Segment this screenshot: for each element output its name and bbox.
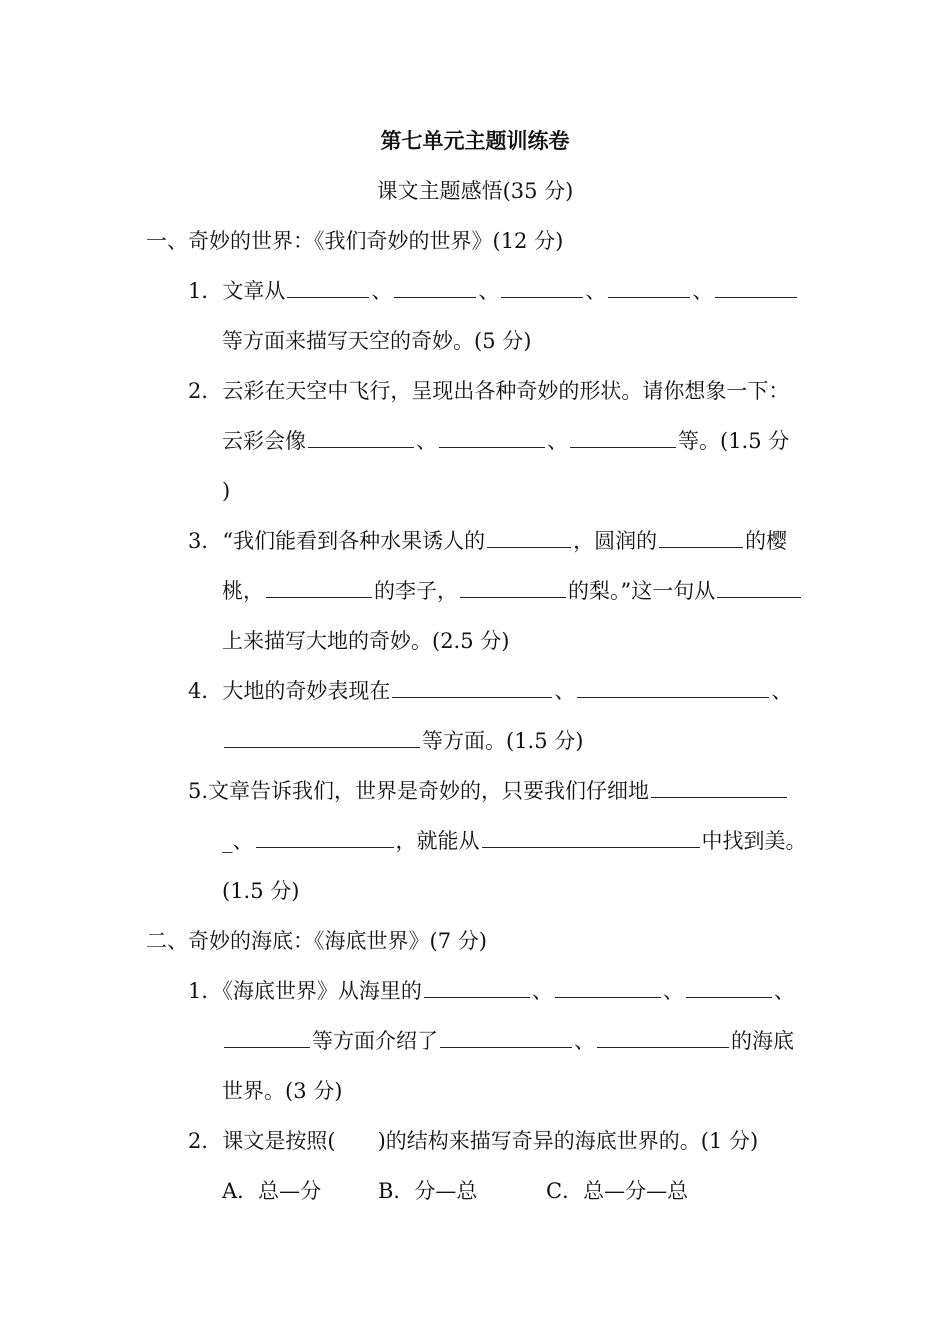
- s1-q4-line1: [188, 676, 792, 706]
- answer-blank[interactable]: [439, 427, 545, 448]
- separator: 、: [574, 1029, 595, 1053]
- answer-blank[interactable]: [392, 677, 552, 698]
- s1-q2-line2: [222, 426, 789, 456]
- question-number: 5.: [188, 779, 209, 803]
- page-subtitle: 课文主题感悟(35 分): [376, 179, 574, 203]
- question-text: 《海底世界》从海里的: [222, 979, 422, 1003]
- question-text: 桃，: [222, 579, 264, 603]
- s1-q5-line2: [222, 826, 807, 856]
- answer-blank[interactable]: [460, 577, 566, 598]
- answer-blank[interactable]: [597, 1027, 729, 1048]
- s2-q2-line1: [188, 1126, 758, 1156]
- question-number: 4．: [188, 679, 223, 703]
- s1-q1-line1: [188, 276, 799, 306]
- question-number: 2．: [188, 1129, 223, 1153]
- answer-blank[interactable]: [394, 277, 476, 298]
- question-text: 云彩在天空中飞行，呈现出各种奇妙的形状。请你想象一下：: [222, 379, 790, 403]
- answer-blank[interactable]: [570, 427, 676, 448]
- question-text: 的樱: [745, 529, 788, 553]
- separator: 、: [547, 429, 568, 453]
- separator: 、: [692, 279, 714, 303]
- answer-blank[interactable]: [686, 977, 772, 998]
- s1-q2-line3: ): [222, 479, 231, 503]
- question-number: 1．: [188, 279, 223, 303]
- s2-q1-line1: [188, 976, 795, 1006]
- s2-q1-line2: [222, 1026, 794, 1056]
- question-text: 中找到美。: [701, 829, 807, 853]
- question-text: 文章告诉我们，世界是奇妙的，只要我们仔细地: [208, 779, 650, 803]
- question-text: ，圆润的: [573, 529, 658, 553]
- s1-q3-line2: [222, 576, 803, 606]
- s1-q4-line2: [222, 726, 583, 756]
- answer-blank[interactable]: [482, 827, 700, 848]
- answer-blank[interactable]: [256, 827, 394, 848]
- answer-blank[interactable]: [308, 427, 414, 448]
- answer-blank[interactable]: [224, 727, 420, 748]
- answer-blank[interactable]: [501, 277, 583, 298]
- question-text: 大地的奇妙表现在: [222, 679, 391, 703]
- question-text: 的海底: [731, 1029, 794, 1053]
- separator: 、: [585, 279, 607, 303]
- question-text: “我们能看到各种水果诱人的: [222, 529, 486, 553]
- answer-blank[interactable]: [424, 977, 530, 998]
- question-text: 等方面。(1.5 分): [422, 729, 584, 753]
- answer-blank[interactable]: [715, 277, 797, 298]
- question-text: 云彩会像: [222, 429, 306, 453]
- separator: 、: [771, 679, 793, 703]
- option-c[interactable]: C．总—分—总: [546, 1179, 689, 1203]
- question-text: 的梨。”这一句从: [568, 579, 716, 603]
- question-number: 2．: [188, 379, 223, 403]
- separator: 、: [371, 279, 393, 303]
- question-text: ，就能从: [395, 829, 480, 853]
- section1-heading: 一、奇妙的世界：《我们奇妙的世界》(12 分): [146, 229, 564, 253]
- answer-blank[interactable]: [577, 677, 769, 698]
- answer-blank[interactable]: [555, 977, 661, 998]
- answer-blank[interactable]: [224, 1027, 310, 1048]
- s1-q2-line1: [188, 376, 789, 406]
- question-text: 课文是按照( )的结构来描写奇异的海底世界的。(1 分): [222, 1129, 759, 1153]
- separator: 、: [662, 979, 684, 1003]
- section2-heading: 二、奇妙的海底：《海底世界》(7 分): [146, 929, 487, 953]
- page-title: 第七单元主题训练卷: [380, 129, 570, 153]
- answer-blank[interactable]: [717, 577, 801, 598]
- s1-q3-line3: 上来描写大地的奇妙。(2.5 分): [222, 629, 510, 653]
- s1-q5-line1: [188, 776, 789, 806]
- separator: 、: [554, 679, 576, 703]
- s1-q5-line3: (1.5 分): [222, 879, 300, 903]
- question-text: 的李子，: [374, 579, 458, 603]
- question-text: 等。(1.5 分: [678, 429, 790, 453]
- s2-q2-options: [222, 1176, 688, 1206]
- question-text: 等方面介绍了: [312, 1029, 438, 1053]
- s1-q1-line2: 等方面来描写天空的奇妙。(5 分): [222, 329, 532, 353]
- option-b[interactable]: B．分—总: [378, 1179, 478, 1203]
- answer-blank[interactable]: [659, 527, 743, 548]
- question-number: 1．: [188, 979, 223, 1003]
- separator: 、: [773, 979, 795, 1003]
- separator: 、: [232, 829, 254, 853]
- s1-q3-line1: [188, 526, 787, 556]
- option-a[interactable]: A．总—分: [222, 1179, 322, 1203]
- answer-blank[interactable]: [608, 277, 690, 298]
- question-number: 3．: [188, 529, 223, 553]
- s2-q1-line3: 世界。(3 分): [222, 1079, 343, 1103]
- separator: 、: [531, 979, 553, 1003]
- answer-blank[interactable]: [440, 1027, 572, 1048]
- separator: 、: [416, 429, 437, 453]
- underscore-mark: _: [222, 829, 233, 853]
- answer-blank[interactable]: [651, 777, 787, 798]
- separator: 、: [478, 279, 500, 303]
- answer-blank[interactable]: [266, 577, 372, 598]
- answer-blank[interactable]: [287, 277, 369, 298]
- question-text: 文章从: [222, 279, 286, 303]
- answer-blank[interactable]: [487, 527, 571, 548]
